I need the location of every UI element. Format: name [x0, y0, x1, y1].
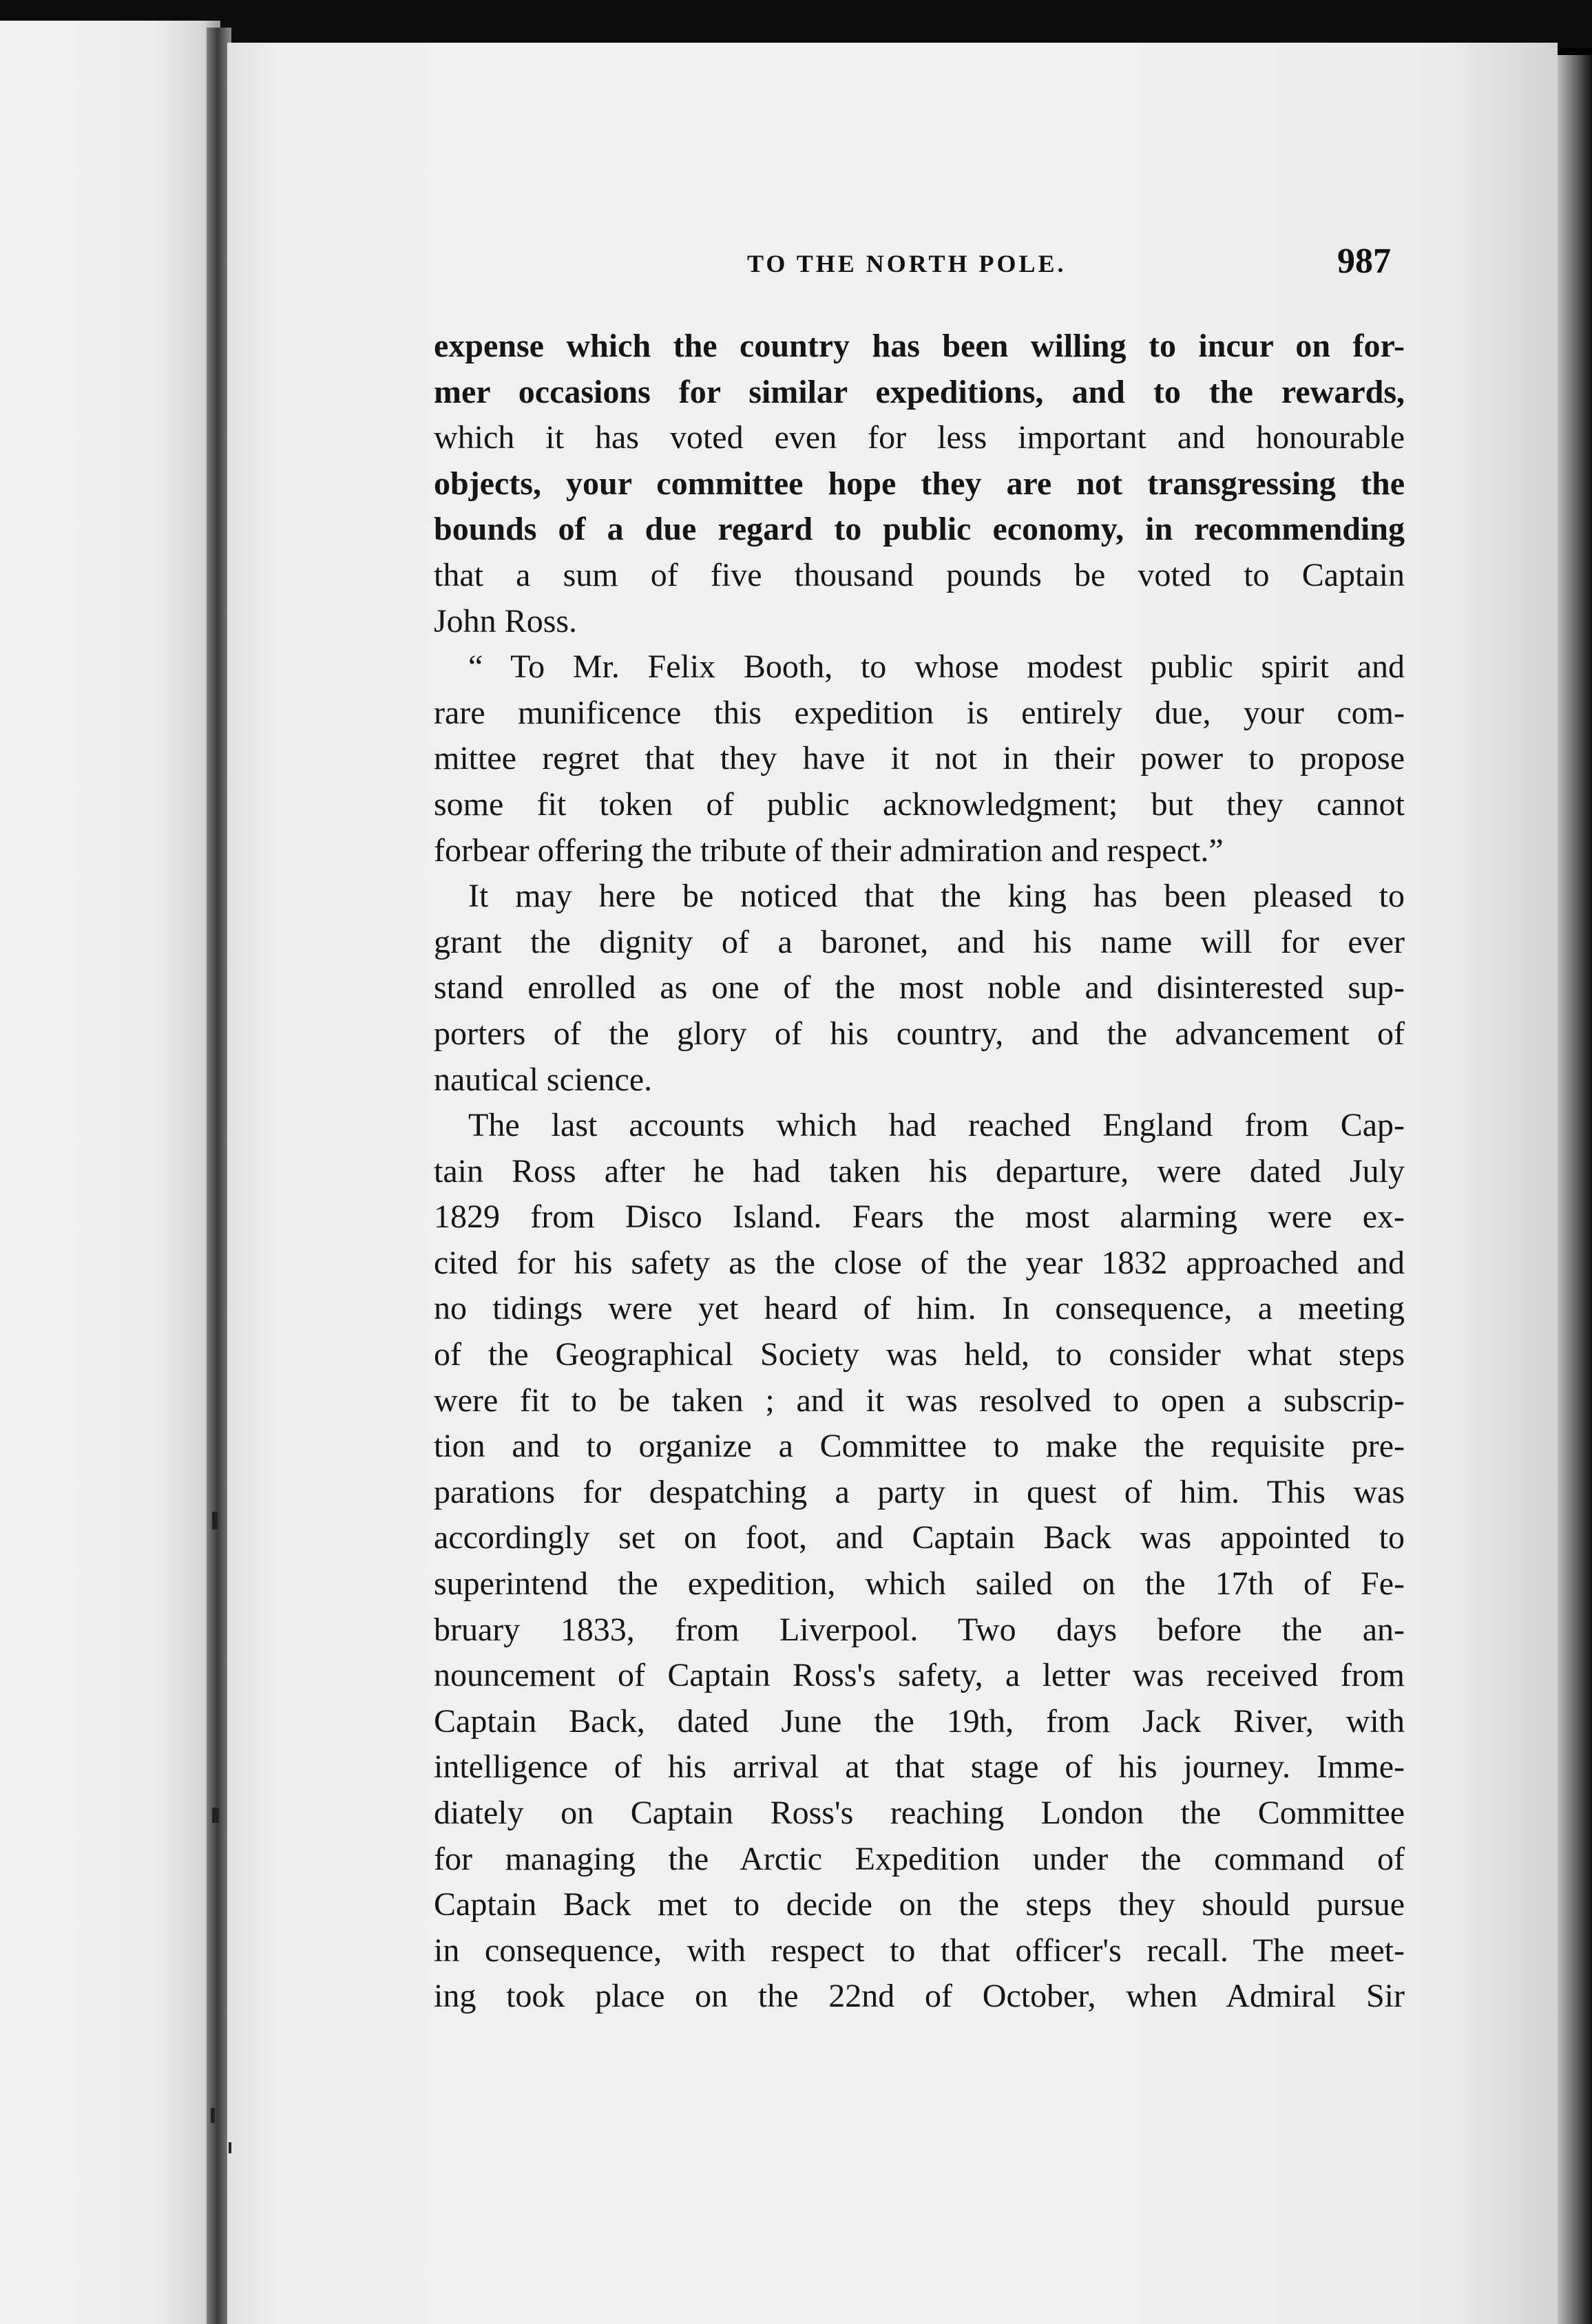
text-line: nautical science.	[434, 1061, 653, 1098]
margin-speck	[211, 2108, 215, 2123]
text-line: some fit token of public acknowledgment; but they cannot	[434, 785, 1405, 823]
text-line: objects, your committee hope they are not transgressing the	[434, 465, 1405, 502]
text-line: no tidings were yet heard of him. In consequence, a meeting	[434, 1290, 1405, 1327]
text-line: stand enrolled as one of the most noble and disinterested sup-	[434, 969, 1405, 1006]
body-text	[434, 324, 1405, 2020]
margin-speck	[212, 1808, 219, 1823]
running-head: TO THE NORTH POLE.	[747, 250, 1067, 277]
text-line: porters of the glory of his country, and the advancement of	[434, 1015, 1405, 1052]
text-line: bounds of a due regard to public economy, in recommending	[434, 511, 1405, 548]
text-line: bruary 1833, from Liverpool. Two days before the an-	[434, 1611, 1405, 1648]
page-right-edge-shadow	[1558, 55, 1592, 2324]
text-line: accordingly set on foot, and Captain Back was appointed to	[434, 1519, 1405, 1556]
text-line: were fit to be taken ; and it was resolved to open a subscrip-	[434, 1382, 1405, 1419]
text-line: ing took place on the 22nd of October, when Admiral Sir	[434, 1978, 1405, 2015]
text-line: expense which the country has been willing to incur on for-	[434, 328, 1405, 364]
text-line: Captain Back met to decide on the steps they should pursue	[434, 1886, 1405, 1923]
text-line: mer occasions for similar expeditions, and to the rewards,	[434, 373, 1405, 410]
margin-speck	[212, 1512, 218, 1530]
text-line: of the Geographical Society was held, to consider what steps	[434, 1336, 1405, 1373]
text-line: that a sum of five thousand pounds be voted to Captain	[434, 556, 1405, 593]
margin-speck	[229, 2142, 231, 2153]
text-line: in consequence, with respect to that officer's recall. The meet-	[434, 1932, 1405, 1969]
text-line: rare munificence this expedition is entirely due, your com-	[434, 694, 1405, 731]
scan-top-border	[0, 0, 1592, 48]
text-line: diately on Captain Ross's reaching London the Committee	[434, 1795, 1405, 1831]
text-line: superintend the expedition, which sailed on the 17th of Fe-	[434, 1565, 1405, 1603]
text-line: Captain Back, dated June the 19th, from Jack River, with	[434, 1702, 1405, 1740]
text-line: parations for despatching a party in quest of him. This was	[434, 1473, 1405, 1510]
text-line: intelligence of his arrival at that stage of his journey. Imme-	[434, 1749, 1405, 1786]
text-line: grant the dignity of a baronet, and his name will for ever	[434, 923, 1405, 960]
text-line: forbear offering the tribute of their admiration and respect.”	[434, 832, 1224, 869]
text-line: tain Ross after he had taken his departure, were dated July	[434, 1152, 1405, 1190]
text-line: It may here be noticed that the king has been pleased to	[468, 878, 1405, 915]
page-number: 987	[1337, 242, 1391, 281]
text-line: 1829 from Disco Island. Fears the most alarming were ex-	[434, 1198, 1405, 1236]
text-line: which it has voted even for less important and honourable	[434, 419, 1405, 456]
text-line: tion and to organize a Committee to make the requisite pre-	[434, 1428, 1405, 1465]
previous-page-edge	[0, 21, 220, 2324]
text-line: mittee regret that they have it not in their power to propose	[434, 740, 1405, 777]
text-line: cited for his safety as the close of the year 1832 approached and	[434, 1244, 1405, 1281]
text-line: John Ross.	[434, 602, 578, 640]
text-line: The last accounts which had reached England from Cap-	[468, 1107, 1405, 1144]
text-line: “ To Mr. Felix Booth, to whose modest public spirit and	[468, 648, 1405, 686]
text-line: nouncement of Captain Ross's safety, a letter was received from	[434, 1657, 1405, 1694]
text-line: for managing the Arctic Expedition under the command of	[434, 1840, 1405, 1877]
